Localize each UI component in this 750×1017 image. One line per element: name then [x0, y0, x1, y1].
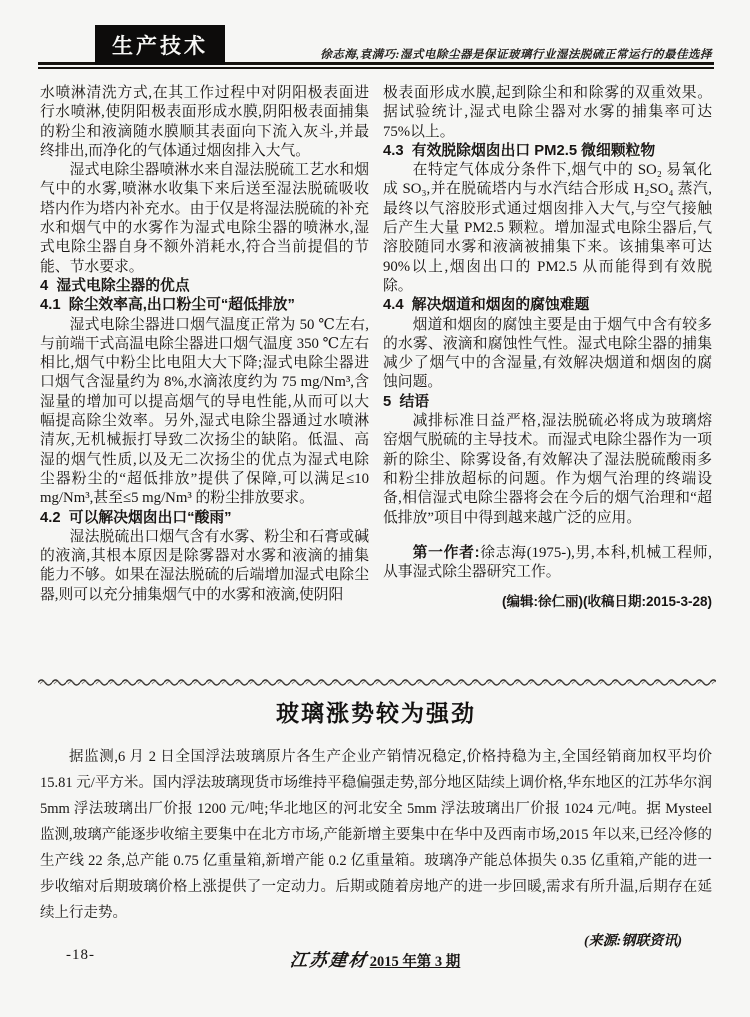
editor-received-note: (编辑:徐仁丽)(收稿日期:2015-3-28)	[501, 594, 712, 610]
section-tab-label: 生产技术	[112, 35, 208, 58]
author-bio-label: 第一作者:	[412, 544, 480, 561]
news-article-title: 玻璃涨势较为强劲	[276, 701, 476, 726]
news-article-body: 据监测,6 月 2 日全国浮法玻璃原片各生产企业产销情况稳定,价格持稳为主,全国经销商加权平均价 15.81 元/平方米。国内浮法玻璃现货市场维持平稳偏强走势,部分地区陆续上调价格,华东地区的江苏华尔润 5mm 浮法玻璃出厂价报 1200 元/吨;华北地区的河北安全 5mm 浮法玻璃出厂价报 1024 元/吨。据 Mysteel 监测,玻璃产能逐步收缩主要集中在北方市场,产能新增主要集中在华中及西南市场,2015 年以来,已经冷修的生产线 22 条,总产能 0.75 亿重量箱,新增产能 0.2 亿重量箱。玻璃净产能总体损失 0.35 亿重箱,产能的进一步收缩对后期玻璃价格上涨提供了一定动力。后期或随着房地产的进一步回暖,需求有所升温,后期存在延续上行走势。	[40, 749, 712, 921]
paragraph: 湿法脱硫出口烟气含有水雾、粉尘和石膏或碱的液滴,其根本原因是除雾器对水雾和液滴的捕集能力不够。如果在湿法脱硫的后端增加湿式电除尘器,则可以充分捕集烟气中的水雾和液滴,使阴阳	[40, 528, 369, 603]
section-heading-5: 5 结语	[383, 393, 430, 410]
section-heading-4-1: 4.1 除尘效率高,出口粉尘可“超低排放”	[40, 297, 295, 314]
news-article	[40, 697, 712, 950]
paragraph: 湿式电除尘器喷淋水来自湿法脱硫工艺水和烟气中的水雾,喷淋水收集下来后送至湿法脱硫吸收塔内作为塔内补充水。由于仅是将湿法脱硫的补充水和烟气中的水雾作为湿式电除尘器的喷淋水,湿式电除尘器自身不额外消耗水,符合当前提倡的节能、节水要求。	[40, 162, 369, 275]
footer-journal-line	[0, 947, 750, 972]
running-title: 徐志海,袁满巧:湿式电除尘器是保证玻璃行业湿法脱硫正常运行的最佳选择	[320, 49, 712, 61]
article-columns	[40, 84, 712, 612]
wavy-divider	[38, 676, 716, 686]
paragraph: 烟道和烟囱的腐蚀主要是由于烟气中含有较多的水雾、液滴和腐蚀性气性。湿式电除尘器的捕集减少了烟气中的含湿量,有效解决烟道和烟囱的腐蚀问题。	[383, 316, 712, 391]
section-heading-4-3: 4.3 有效脱除烟囱出口 PM2.5 微细颗粒物	[383, 142, 656, 159]
paragraph: 减排标准日益严格,湿法脱硫必将成为玻璃熔窑烟气脱硫的主导技术。而湿式电除尘器作为一项新的除尘、除雾设备,有效解决了湿法脱硫酸雨多和粉尘排放超标的问题。作为烟气治理的终端设备,相信湿式电除尘器将会在今后的烟气治理和“超低排放”项目中得到越来越广泛的应用。	[383, 413, 712, 526]
news-article-source: (来源:钢联资讯)	[584, 934, 682, 949]
page-number: -18-	[66, 947, 95, 963]
header-rule-thin	[38, 67, 714, 69]
author-bio	[383, 544, 712, 583]
journal-name: 江苏建材	[288, 950, 369, 970]
section-heading-4: 4 湿式电除尘器的优点	[40, 277, 190, 294]
paragraph: 在特定气体成分条件下,烟气中的 SO₂ 易氧化成 SO₃,并在脱硫塔内与水汽结合形成 H₂SO₄ 蒸汽,最终以气溶胶形式通过烟囱排入大气,与空气接触后产生大量 PM2.5 颗粒。增加湿式电除尘器后,气溶胶随同水雾和液滴被捕集下来。该捕集率可达 90%以上,烟囱出口的 PM2.5 从而能得到有效脱除。	[383, 162, 712, 294]
journal-issue: 2015 年第 3 期	[369, 954, 461, 970]
column-right	[383, 84, 712, 612]
paragraph-continuation: 极表面形成水膜,起到除尘和和除雾的双重效果。据试验统计,湿式电除尘器对水雾的捕集率可达 75%以上。	[383, 85, 712, 140]
paragraph-continuation: 水喷淋清洗方式,在其工作过程中对阴阳极表面进行水喷淋,使阴阳极表面形成水膜,阴阳极表面捕集的粉尘和液滴随水膜顺其表面向下流入灰斗,并最终排出,而净化的气体通过烟囱排入大气。	[40, 85, 369, 159]
section-heading-4-4: 4.4 解决烟道和烟囱的腐蚀难题	[383, 297, 590, 314]
paragraph: 湿式电除尘器进口烟气温度正常为 50 ℃左右,与前端干式高温电除尘器进口烟气温度 350 ℃左右相比,烟气中粉尘比电阻大大下降;湿式电除尘器进口烟气含湿量约为 8%,水滴浓度约为 75 mg/Nm³,含湿量的增加可以提高烟气的导电性能,从而可以大幅提高除尘效率。另外,湿式电除尘器通过水喷淋清灰,无机械振打导致二次扬尘的缺陷。低温、高湿的烟气性质,以及无二次扬尘的优点为湿式电除尘器粉尘的“超低排放”提供了保障,可以满足≤10 mg/Nm³,甚至≤5 mg/Nm³ 的粉尘排放要求。	[40, 316, 369, 507]
author-bio-text: 徐志海(1975-),男,本科,机械工程师,从事湿式除尘器研究工作。	[383, 544, 712, 581]
section-tab	[95, 25, 225, 65]
section-heading-4-2: 4.2 可以解决烟囱出口“酸雨”	[40, 509, 232, 526]
column-left	[40, 84, 369, 612]
